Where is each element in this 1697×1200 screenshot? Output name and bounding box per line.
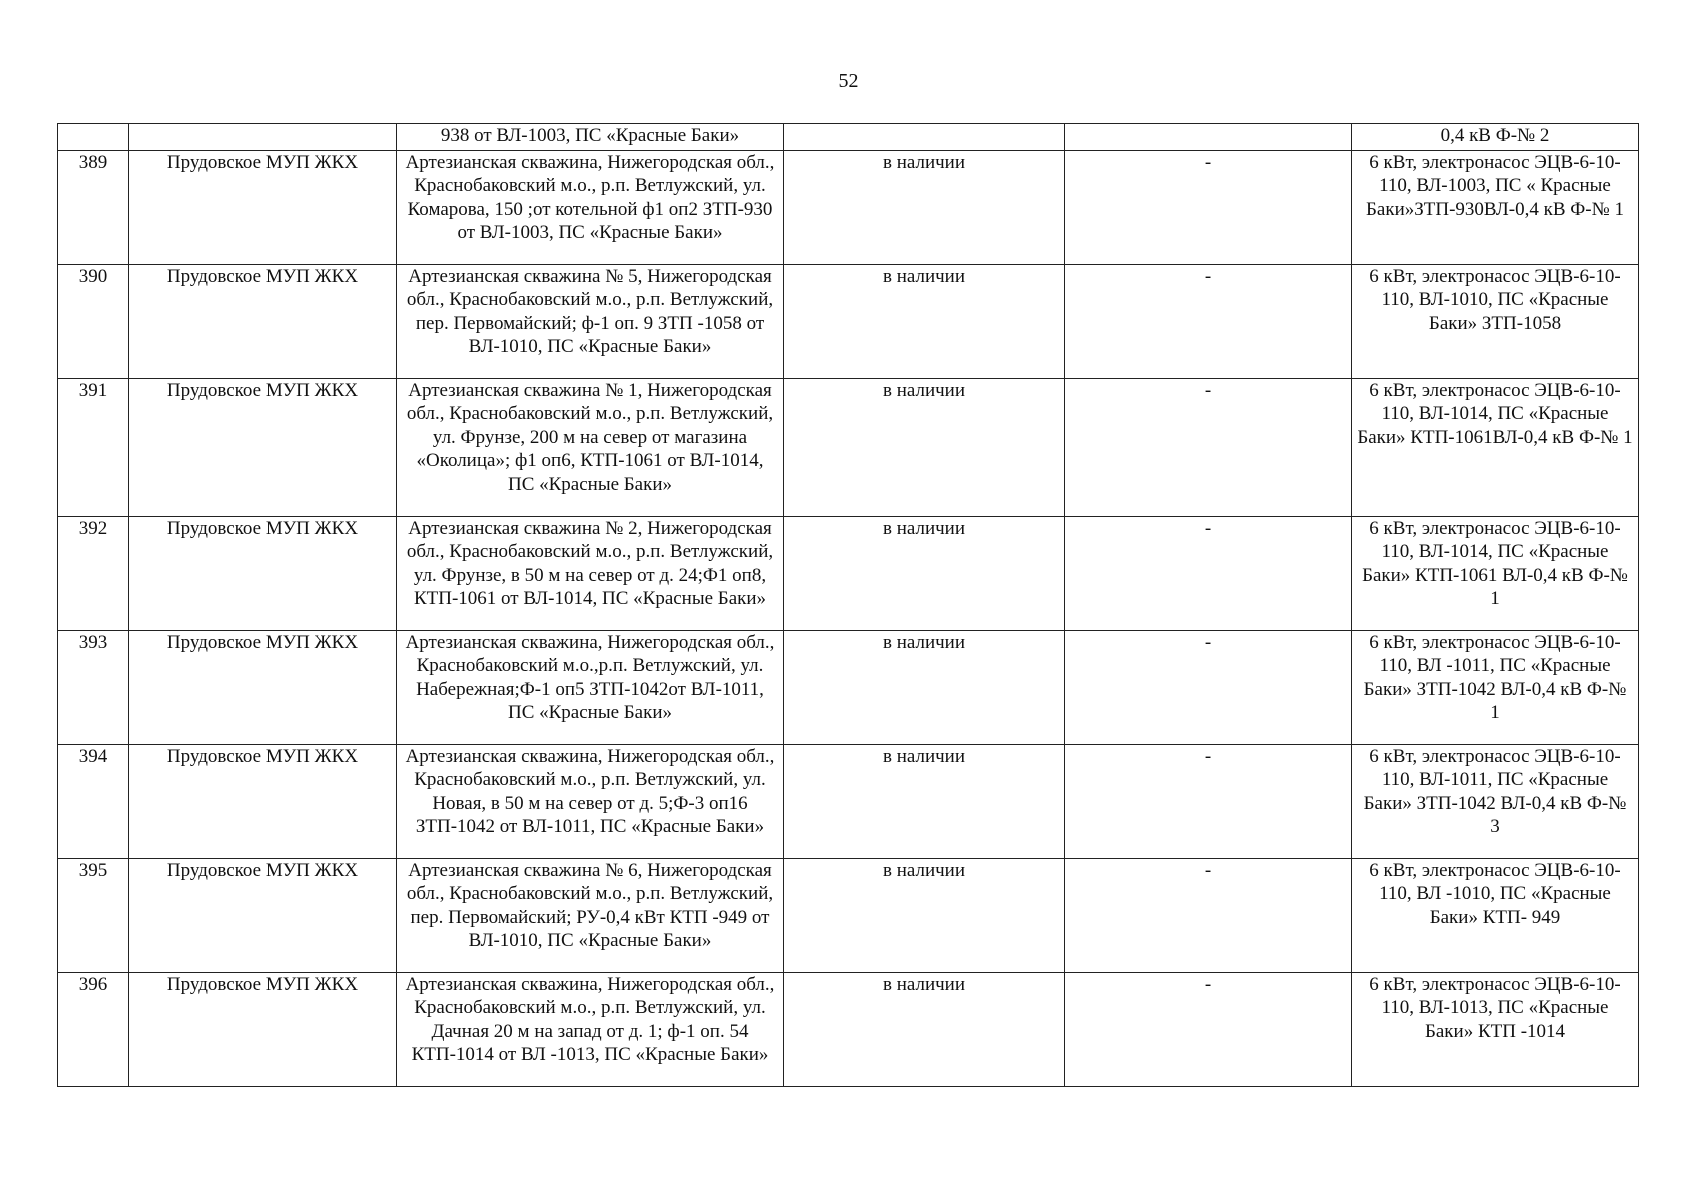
cell-dash: -: [1065, 517, 1352, 631]
cell-dash: -: [1065, 151, 1352, 265]
cell-address: Артезианская скважина, Нижегородская обл., Краснобаковский м.о., р.п. Ветлужский, ул. Новая, в 50 м на север от д. 5;Ф-3 оп16 ЗТП-1042 от ВЛ-1011, ПС «Красные Баки»: [397, 745, 784, 859]
cell-address: Артезианская скважина № 1, Нижегородская обл., Краснобаковский м.о., р.п. Ветлужский, ул. Фрунзе, 200 м на север от магазина «Околица»; ф1 оп6, КТП-1061 от ВЛ-1014, ПС «Красные Баки»: [397, 379, 784, 517]
cell-dash: -: [1065, 973, 1352, 1087]
cell-organization: Прудовское МУП ЖКХ: [129, 973, 397, 1087]
table-row: [58, 151, 1639, 265]
cell-status: в наличии: [784, 517, 1065, 631]
cell-equipment: 6 кВт, электронасос ЭЦВ-6-10-110, ВЛ-1014, ПС «Красные Баки» КТП-1061ВЛ-0,4 кВ Ф-№ 1: [1352, 379, 1639, 517]
cell-equipment: 6 кВт, электронасос ЭЦВ-6-10-110, ВЛ-1010, ПС «Красные Баки» ЗТП-1058: [1352, 265, 1639, 379]
cell-equipment: 6 кВт, электронасос ЭЦВ-6-10-110, ВЛ-1003, ПС « Красные Баки»ЗТП-930ВЛ-0,4 кВ Ф-№ 1: [1352, 151, 1639, 265]
cell-dash: -: [1065, 379, 1352, 517]
cell-status: в наличии: [784, 859, 1065, 973]
table-row-continuation: [58, 124, 1639, 151]
cell-equipment: 6 кВт, электронасос ЭЦВ-6-10-110, ВЛ-1014, ПС «Красные Баки» КТП-1061 ВЛ-0,4 кВ Ф-№ 1: [1352, 517, 1639, 631]
cell-organization: Прудовское МУП ЖКХ: [129, 745, 397, 859]
cell-number: [58, 124, 129, 151]
cell-address: Артезианская скважина, Нижегородская обл., Краснобаковский м.о., р.п. Ветлужский, ул. Комарова, 150 ;от котельной ф1 оп2 ЗТП-930 от ВЛ-1003, ПС «Красные Баки»: [397, 151, 784, 265]
cell-number: 389: [58, 151, 129, 265]
cell-address: Артезианская скважина № 5, Нижегородская обл., Краснобаковский м.о., р.п. Ветлужский, пер. Первомайский; ф-1 оп. 9 ЗТП -1058 от ВЛ-1010, ПС «Красные Баки»: [397, 265, 784, 379]
cell-status: в наличии: [784, 265, 1065, 379]
page-number: 52: [838, 70, 859, 92]
cell-organization: [129, 124, 397, 151]
cell-status: [784, 124, 1065, 151]
cell-address: 938 от ВЛ-1003, ПС «Красные Баки»: [397, 124, 784, 151]
cell-organization: Прудовское МУП ЖКХ: [129, 379, 397, 517]
cell-address: Артезианская скважина, Нижегородская обл., Краснобаковский м.о.,р.п. Ветлужский, ул. Набережная;Ф-1 оп5 ЗТП-1042от ВЛ-1011, ПС «Красные Баки»: [397, 631, 784, 745]
cell-number: 394: [58, 745, 129, 859]
cell-number: 391: [58, 379, 129, 517]
cell-equipment: 6 кВт, электронасос ЭЦВ-6-10-110, ВЛ -1010, ПС «Красные Баки» КТП- 949: [1352, 859, 1639, 973]
cell-organization: Прудовское МУП ЖКХ: [129, 517, 397, 631]
cell-dash: -: [1065, 265, 1352, 379]
cell-organization: Прудовское МУП ЖКХ: [129, 151, 397, 265]
cell-dash: -: [1065, 859, 1352, 973]
cell-organization: Прудовское МУП ЖКХ: [129, 265, 397, 379]
cell-equipment: 6 кВт, электронасос ЭЦВ-6-10-110, ВЛ-1013, ПС «Красные Баки» КТП -1014: [1352, 973, 1639, 1087]
cell-dash: [1065, 124, 1352, 151]
registry-table: [57, 123, 1639, 1087]
cell-status: в наличии: [784, 973, 1065, 1087]
cell-equipment: 6 кВт, электронасос ЭЦВ-6-10-110, ВЛ-1011, ПС «Красные Баки» ЗТП-1042 ВЛ-0,4 кВ Ф-№ 3: [1352, 745, 1639, 859]
table-row: [58, 379, 1639, 517]
cell-number: 396: [58, 973, 129, 1087]
cell-equipment: 0,4 кВ Ф-№ 2: [1352, 124, 1639, 151]
cell-number: 392: [58, 517, 129, 631]
table-row: [58, 631, 1639, 745]
cell-equipment: 6 кВт, электронасос ЭЦВ-6-10-110, ВЛ -1011, ПС «Красные Баки» ЗТП-1042 ВЛ-0,4 кВ Ф-№ 1: [1352, 631, 1639, 745]
cell-number: 395: [58, 859, 129, 973]
cell-number: 393: [58, 631, 129, 745]
cell-status: в наличии: [784, 631, 1065, 745]
cell-dash: -: [1065, 631, 1352, 745]
cell-number: 390: [58, 265, 129, 379]
cell-address: Артезианская скважина № 2, Нижегородская обл., Краснобаковский м.о., р.п. Ветлужский, ул. Фрунзе, в 50 м на север от д. 24;Ф1 оп8, КТП-1061 от ВЛ-1014, ПС «Красные Баки»: [397, 517, 784, 631]
cell-organization: Прудовское МУП ЖКХ: [129, 859, 397, 973]
cell-status: в наличии: [784, 151, 1065, 265]
table-row: [58, 745, 1639, 859]
table-row: [58, 517, 1639, 631]
table-row: [58, 265, 1639, 379]
cell-address: Артезианская скважина № 6, Нижегородская обл., Краснобаковский м.о., р.п. Ветлужский, пер. Первомайский; РУ-0,4 кВт КТП -949 от ВЛ-1010, ПС «Красные Баки»: [397, 859, 784, 973]
cell-dash: -: [1065, 745, 1352, 859]
table-row: [58, 859, 1639, 973]
cell-address: Артезианская скважина, Нижегородская обл., Краснобаковский м.о., р.п. Ветлужский, ул. Дачная 20 м на запад от д. 1; ф-1 оп. 54 КТП-1014 от ВЛ -1013, ПС «Красные Баки»: [397, 973, 784, 1087]
cell-status: в наличии: [784, 379, 1065, 517]
cell-organization: Прудовское МУП ЖКХ: [129, 631, 397, 745]
cell-status: в наличии: [784, 745, 1065, 859]
table-row: [58, 973, 1639, 1087]
